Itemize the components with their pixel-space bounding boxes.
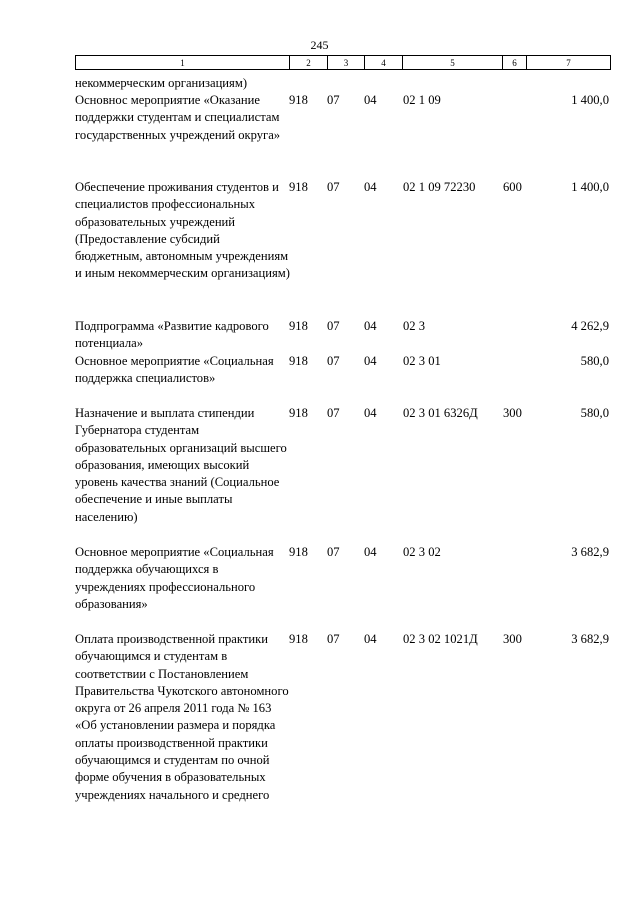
table-row [0, 75, 639, 92]
row-name: Основное мероприятие «Социальная поддержка обучающихся в учреждениях профессионального образования» [75, 545, 274, 611]
table-row [0, 179, 639, 318]
row-name: Оплата производственной практики обучающимся и студентам в соответствии с Постановлением Правительства Чукотского автономного округа от 26 апреля 2011 года № 163 «Об установлении размера и порядка оплаты производственной практики обучающимся и студентам по очной форме обучения в образовательных учреждениях начального и среднего [75, 632, 289, 802]
row-target-code: 02 3 01 6326Д [403, 406, 478, 420]
column-number-1: 1 [76, 56, 290, 70]
row-amount: 1 400,0 [571, 180, 609, 194]
column-number-6: 6 [503, 56, 527, 70]
row-section-code: 07 [327, 93, 340, 107]
page-number: 245 [310, 38, 329, 52]
table-row [0, 353, 639, 405]
table-row [0, 405, 639, 544]
row-name: Назначение и выплата стипендии Губернатора студентам образовательных организаций высшего образования, имеющих высокий уровень качества знаний (Социальное обеспечение и иные выплаты населению) [75, 406, 287, 524]
column-header-row [75, 55, 611, 70]
row-target-code: 02 3 02 [403, 545, 441, 559]
row-subsection-code: 04 [364, 354, 377, 368]
row-ministry-code: 918 [289, 406, 308, 420]
row-name: некоммерческим организациям) [75, 76, 248, 90]
table-row [0, 544, 639, 631]
row-ministry-code: 918 [289, 319, 308, 333]
row-expense-type: 600 [503, 180, 522, 194]
row-section-code: 07 [327, 545, 340, 559]
row-section-code: 07 [327, 406, 340, 420]
column-number-3: 3 [328, 56, 365, 70]
row-name: Подпрограмма «Развитие кадрового потенциала» [75, 319, 269, 351]
row-subsection-code: 04 [364, 180, 377, 194]
table-row [0, 318, 639, 353]
row-target-code: 02 3 02 1021Д [403, 632, 478, 646]
row-ministry-code: 918 [289, 180, 308, 194]
row-section-code: 07 [327, 632, 340, 646]
row-name: Обеспечение проживания студентов и специалистов профессиональных образовательных учреждений (Предоставление субсидий бюджетным, автономным учреждениям и иным некоммерческим организациям) [75, 180, 290, 281]
budget-table-body [0, 75, 639, 804]
column-number-7: 7 [527, 56, 611, 70]
column-number-5: 5 [403, 56, 503, 70]
row-amount: 580,0 [580, 354, 609, 368]
row-amount: 3 682,9 [571, 545, 609, 559]
row-ministry-code: 918 [289, 632, 308, 646]
row-subsection-code: 04 [364, 545, 377, 559]
row-ministry-code: 918 [289, 93, 308, 107]
row-amount: 580,0 [580, 406, 609, 420]
row-subsection-code: 04 [364, 319, 377, 333]
row-subsection-code: 04 [364, 632, 377, 646]
row-ministry-code: 918 [289, 545, 308, 559]
row-target-code: 02 1 09 [403, 93, 441, 107]
row-amount: 4 262,9 [571, 319, 609, 333]
row-subsection-code: 04 [364, 406, 377, 420]
row-name: Основное мероприятие «Социальная поддержка специалистов» [75, 354, 274, 386]
row-subsection-code: 04 [364, 93, 377, 107]
row-section-code: 07 [327, 180, 340, 194]
column-number-2: 2 [290, 56, 328, 70]
row-target-code: 02 3 [403, 319, 426, 333]
table-row [0, 92, 639, 179]
row-expense-type: 300 [503, 406, 522, 420]
row-ministry-code: 918 [289, 354, 308, 368]
row-amount: 1 400,0 [571, 93, 609, 107]
row-amount: 3 682,9 [571, 632, 609, 646]
row-section-code: 07 [327, 319, 340, 333]
table-row [0, 631, 639, 804]
row-target-code: 02 3 01 [403, 354, 441, 368]
column-number-4: 4 [365, 56, 403, 70]
row-name: Основнос мероприятие «Оказание поддержки студентам и специалистам государственных учреждений округа» [75, 93, 281, 142]
row-target-code: 02 1 09 72230 [403, 180, 476, 194]
row-section-code: 07 [327, 354, 340, 368]
row-expense-type: 300 [503, 632, 522, 646]
